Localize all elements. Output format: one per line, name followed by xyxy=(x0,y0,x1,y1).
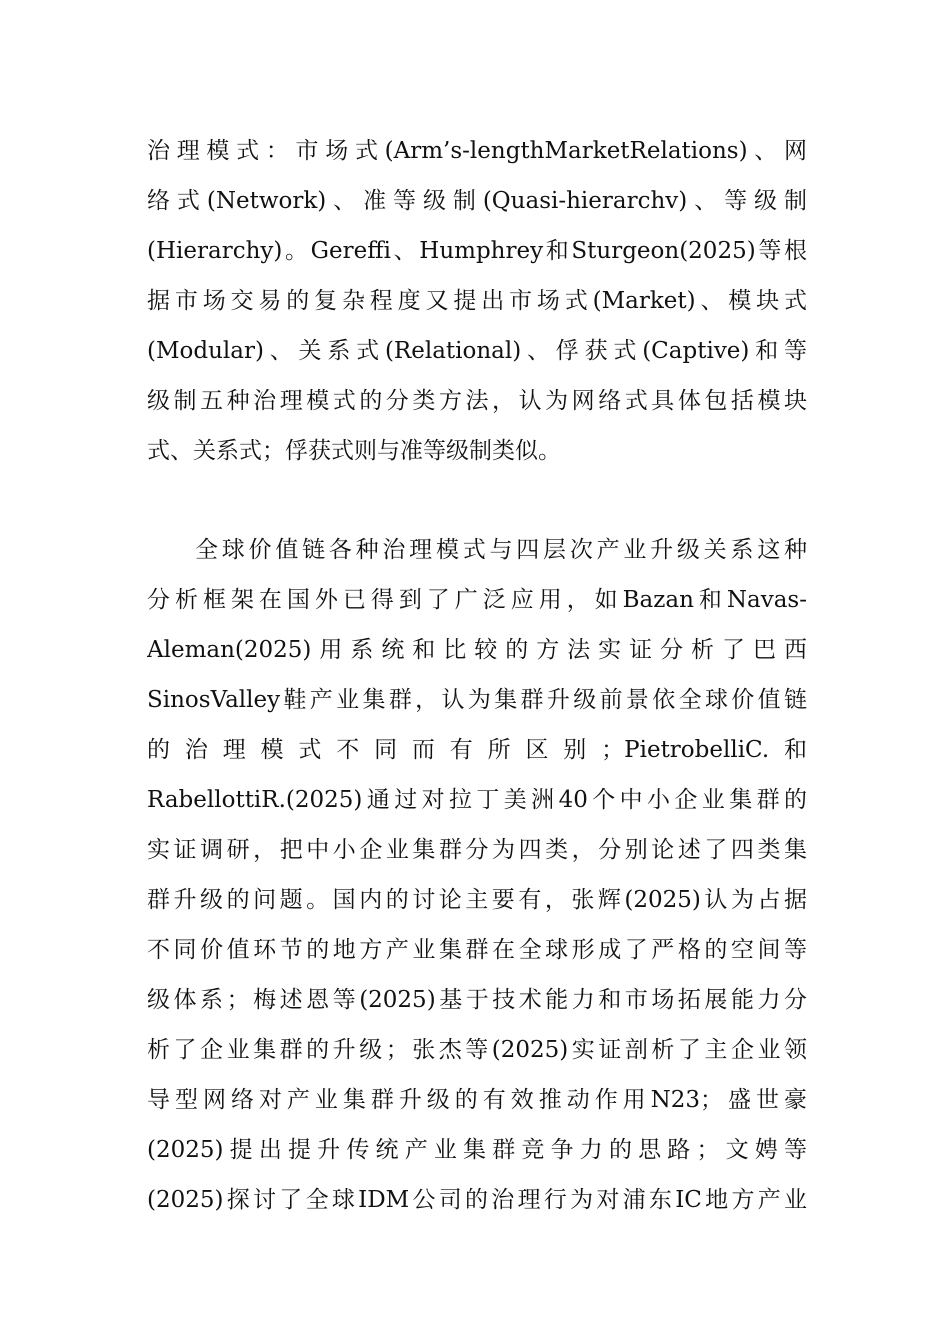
paragraph-2-line-11: 析了企业集群的升级；张杰等(2025)实证剖析了主企业领 xyxy=(147,1037,807,1063)
paragraph-2-line-14: (2025)探讨了全球IDM公司的治理行为对浦东IC地方产业 xyxy=(147,1187,807,1213)
paragraph-1-line-1: 治理模式：市场式(Arm’s-lengthMarketRelations)、网 xyxy=(147,138,807,164)
paragraph-1-line-4: 据市场交易的复杂程度又提出市场式(Market)、模块式 xyxy=(147,288,807,314)
paragraph-2-line-10: 级体系；梅述恩等(2025)基于技术能力和市场拓展能力分 xyxy=(147,987,807,1013)
paragraph-2-line-6: RabellottiR.(2025)通过对拉丁美洲40个中小企业集群的 xyxy=(147,787,807,813)
paragraph-2-line-5: 的治理模式不同而有所区别；PietrobelliC.和 xyxy=(147,737,807,763)
paragraph-2-line-1: 全球价值链各种治理模式与四层次产业升级关系这种 xyxy=(195,537,807,563)
paragraph-2-line-2: 分析框架在国外已得到了广泛应用，如Bazan和Navas- xyxy=(147,587,807,613)
paragraph-2-line-12: 导型网络对产业集群升级的有效推动作用N23；盛世豪 xyxy=(147,1087,807,1113)
paragraph-2-line-9: 不同价值环节的地方产业集群在全球形成了严格的空间等 xyxy=(147,937,807,963)
paragraph-2-line-8: 群升级的问题。国内的讨论主要有，张辉(2025)认为占据 xyxy=(147,887,807,913)
paragraph-2-line-3: Aleman(2025)用系统和比较的方法实证分析了巴西 xyxy=(147,637,807,663)
paragraph-2-line-13: (2025)提出提升传统产业集群竞争力的思路；文娉等 xyxy=(147,1137,807,1163)
paragraph-1-line-6: 级制五种治理模式的分类方法，认为网络式具体包括模块 xyxy=(147,388,807,414)
paragraph-2-line-7: 实证调研，把中小企业集群分为四类，分别论述了四类集 xyxy=(147,837,807,863)
paragraph-2-line-4: SinosValley鞋产业集群，认为集群升级前景依全球价值链 xyxy=(147,687,807,713)
paragraph-1-line-5: (Modular)、关系式(Relational)、俘获式(Captive)和等 xyxy=(147,338,807,364)
paragraph-1-line-3: (Hierarchy)。Gereffi、Humphrey和Sturgeon(2025)等根 xyxy=(147,238,807,264)
paragraph-1-line-2: 络式(Network)、准等级制(Quasi-hierarchv)、等级制 xyxy=(147,188,807,214)
paragraph-1-line-7: 式、关系式；俘获式则与准等级制类似。 xyxy=(147,438,561,464)
